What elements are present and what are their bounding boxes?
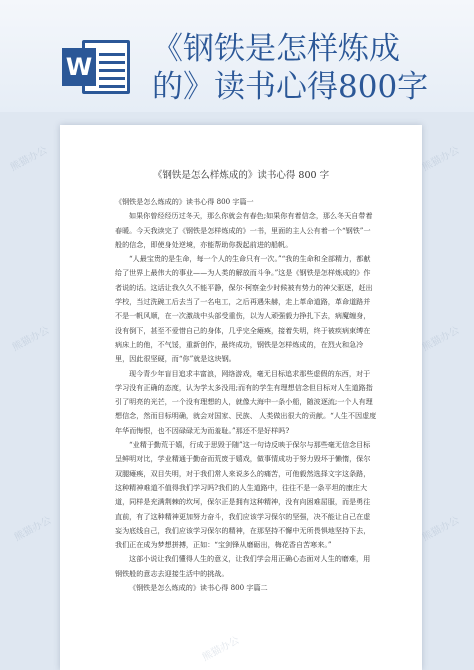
watermark-text: 熊猫办公	[8, 145, 50, 174]
banner-title	[152, 30, 474, 106]
paragraph: “人最宝贵的是生命，每一个人的生命只有一次。”“我的生命和全部精力，都献给了世界上最伟大的事业——为人类的解放而斗争。”这是《钢铁是怎样炼成的》作者说的话。这话让我久久不能平静，保尔·柯察金少时候被有势力的神父驱逐，赶出学校，当过洗碗工后去当了一名电工，之后再遇朱赫，走上革命道路，革命道路并不是一帆风顺，在一次激战中头部受重伤，以为人顽强毅力挣扎下去，病魔缠身，没有倒下，甚至不爱惜自己的身体，几乎完全瘫痪，接着失明，终于被疾病束缚在病床上的他，不气馁，重新创作，最终成功，钢铁是怎样炼成的，在烈火和急冷里，因此很坚硬，而“你”就是这块钢。	[115, 254, 373, 364]
banner-title-line2: 的》读书心得800字	[152, 69, 429, 105]
header-banner	[0, 0, 474, 112]
paragraph: 如果你曾经经历过冬天，那么你就会有春色;如果你有着信念，那么冬天自带着春暖。今天我读完了《钢铁是怎样炼成的》一书，里面的主人公有着一个“钢铁”一般的信念，即使身处逆境，亦能帮助你拨起前进的船帆。	[115, 211, 373, 249]
section-heading: 《钢铁是怎么炼成的》读书心得 800 字篇二	[129, 583, 268, 593]
paragraph: “业精于勤荒于嬉，行成于思毁于随”这一句诗反映于保尔与那些毫无信念目标呈鲜明对比，学业精通于勤奋而荒废于嬉戏，做事情成功于努力毁坏于懒惰，保尔双腿瘫痪，双目失明，对于我们常人来说多么的痛苦，可他毅然选择文字这条路，这种精神难道不值得我们学习吗?我们的人生道路中，往往不是一条平坦的康庄大道，同样是充满荆棘的坎坷，保尔正是拥有这种精神，没有向困难屈服，而是勇往直前，有了这种精神更加努力奋斗，我们应该学习保尔的坚强，决不能让自己在虚妄为底线自己，我们应该学习保尔的精神，在那坚持不懈中无所畏惧地坚持下去，我们正在成为梦想拼搏，正如：“宝剑锋从磨砺出，梅花香自苦寒来。”	[115, 440, 371, 550]
watermark-text: 熊猫办公	[12, 515, 54, 544]
word-letter: W	[62, 48, 96, 86]
watermark-text: 熊猫办公	[420, 515, 462, 544]
watermark-text: 熊猫办公	[420, 145, 462, 174]
section-heading: 《钢铁是怎么炼成的》读书心得 800 字篇一	[115, 197, 254, 206]
document-title: 《钢铁是怎么样炼成的》读书心得 800 字	[152, 170, 330, 181]
watermark-text: 熊猫办公	[10, 325, 52, 354]
word-icon	[62, 36, 132, 96]
document-body	[115, 195, 377, 595]
watermark-text: 熊猫办公	[200, 635, 242, 664]
banner-title-line1: 《钢铁是怎样炼成	[152, 31, 400, 67]
document-page	[60, 125, 422, 670]
watermark-text: 熊猫办公	[420, 325, 462, 354]
paragraph: 现今青少年盲目追求丰富浪，网络游戏，毫无目标追求那些虚假的东西，对于学习没有正确的态度，认为学太多没用;而有的学生有理想信念但目标对人生道路指引了明亮的光芒，一个没有理想的人，就像大海中一条小船，随波逐流;一个人有理想信念，然而目标明确，就会对国家、民族、 人类做出很大的贡献。“人生不因虚度年华而悔恨，也不因碌碌无为而羞耻。”那还不是好样吗?	[115, 368, 377, 435]
paragraph: 这部小说让我们懂得人生的意义，让我们学会用正确心态面对人生的磨难，用钢铁般的意志去迎接生活中的挑战。	[115, 554, 371, 578]
